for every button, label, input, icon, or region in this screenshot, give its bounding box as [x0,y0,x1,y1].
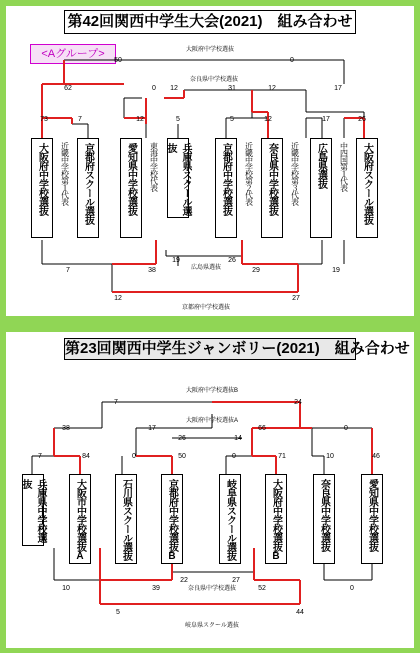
score: 12 [136,116,144,123]
bracket-label: 大阪府中学校選抜 [185,47,235,53]
score: 27 [232,577,240,584]
score: 12 [268,85,276,92]
team-10: 近畿中学校第３代表 [284,138,306,238]
score: 50 [114,57,122,64]
tournament-2-title: 第23回関西中学生ジャンボリー(2021) 組み合わせ [64,338,356,360]
team-2: 大阪市中学校選抜A [69,474,91,564]
bracket-label: 大阪府中学校選抜A [185,418,239,424]
bracket-label: 岐阜県スクール選抜 [185,623,239,629]
team-7: 京都府中学校選抜 [215,138,237,238]
team-13: 大阪府スクール選抜 [356,138,378,238]
team-4: 愛知県中学校選抜 [120,138,142,238]
score: 26 [228,257,236,264]
bracket-panel-2 [6,332,414,648]
score: 24 [294,399,302,406]
score: 0 [132,453,136,460]
team-11: 広島県選抜 [310,138,332,238]
score: 52 [258,585,266,592]
score: 10 [62,585,70,592]
score: 5 [176,116,180,123]
score: 7 [66,267,70,274]
score: 0 [344,425,348,432]
score: 29 [252,267,260,274]
score: 5 [116,609,120,616]
team-4: 京都府中学校選抜B [161,474,183,564]
score: 26 [358,116,366,123]
team-8: 愛知県中学校選抜 [361,474,383,564]
score: 44 [296,609,304,616]
score: 0 [350,585,354,592]
tournament-1-title: 第42回関西中学生大会(2021) 組み合わせ [64,10,356,34]
score: 17 [148,425,156,432]
team-1: 大阪府中学校選抜 [31,138,53,238]
score: 0 [290,57,294,64]
team-5: 岐阜県スクール選抜 [219,474,241,564]
bracket-label: 京都府中学校選抜 [181,305,231,311]
score: 46 [372,453,380,460]
team-2: 近畿中学校第１代表 [54,138,76,238]
team-5: 東海中学校代表 [143,138,165,238]
team-3: 石川県スクール選抜 [115,474,137,564]
score: 0 [152,85,156,92]
score: 22 [180,577,188,584]
team-1: 兵庫県中学校選抜 [22,474,44,546]
score: 12 [114,295,122,302]
bracket-label: 大阪府中学校選抜B [185,388,239,394]
team-7: 奈良県中学校選抜 [313,474,335,564]
score: 84 [82,453,90,460]
score: 10 [326,453,334,460]
score: 17 [322,116,330,123]
score: 50 [178,453,186,460]
score: 17 [334,85,342,92]
score: 73 [40,116,48,123]
score: 39 [152,585,160,592]
score: 19 [332,267,340,274]
score: 7 [114,399,118,406]
score: 26 [178,435,186,442]
score: 38 [148,267,156,274]
score: 12 [264,116,272,123]
team-9: 奈良県中学校選抜 [261,138,283,238]
score: 19 [172,257,180,264]
score: 7 [78,116,82,123]
score: 7 [38,453,42,460]
score: 0 [232,453,236,460]
bracket-panel-1 [6,6,414,316]
score: 27 [292,295,300,302]
team-6: 大阪府中学校選抜B [265,474,287,564]
team-6: 兵庫県スクール選抜 [167,138,189,218]
score: 62 [64,85,72,92]
score: 31 [228,85,236,92]
team-8: 近畿中学校第２代表 [238,138,260,238]
bracket-label: 奈良県中学校選抜 [187,586,237,592]
score: 14 [234,435,242,442]
bracket-label: 奈良県中学校選抜 [189,77,239,83]
bracket-2-lines [6,332,414,648]
score: 38 [62,425,70,432]
score: 71 [278,453,286,460]
group-label: <Aグループ> [30,44,116,64]
score: 5 [230,116,234,123]
bracket-label: 広島県選抜 [190,265,222,271]
team-12: 中四国第１代表 [333,138,355,238]
team-3: 京都府スクール選抜 [77,138,99,238]
score: 66 [258,425,266,432]
score: 12 [170,85,178,92]
